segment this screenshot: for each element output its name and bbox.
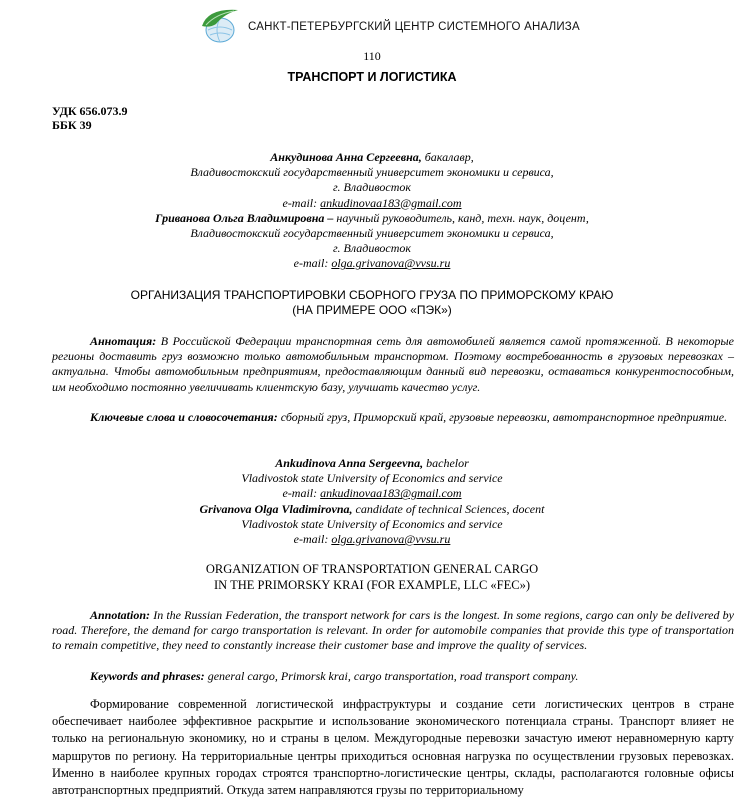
article-title-ru (0, 288, 744, 318)
abstract-ru (52, 334, 734, 395)
abstract-ru-text: В Российской Федерации транспортная сеть для автомобилей является самой протяженной. В некоторые регионы доставить груз возможно только автомобильным транспортом. Поэтому востребованность в грузовых перевозках – актуальна. Чтобы автомобильным предприятиям, предоставляющим данный вид перевозки, оставаться конкурентоспособным, им необходимо постоянно увеличивать клиентскую базу, улучшать качество услуг. (52, 334, 734, 394)
bbk-code: ББК 39 (52, 118, 92, 132)
keywords-en-text: general cargo, Primorsk krai, cargo transportation, road transport company. (204, 669, 579, 683)
author1-ru-email-label: e-mail: (282, 195, 321, 210)
author1-en-name: Ankudinova Anna Sergeevna, (275, 456, 424, 470)
author2-en-line (0, 502, 744, 517)
author1-en-email-line (0, 486, 744, 501)
title-ru-line1: ОРГАНИЗАЦИЯ ТРАНСПОРТИРОВКИ СБОРНОГО ГРУЗА ПО ПРИМОРСКОМУ КРАЮ (130, 288, 614, 302)
keywords-ru (52, 410, 734, 425)
body-paragraph: Формирование современной логистической инфраструктуры и создание сети логистических центров в стране обеспечивает наиболее эффективное раскрытие и использование экономического потенциала страны. Транспорт влияет не только на региональную экономику, но и страны в целом. Междугородные перевозки зачастую имеют неравномерную карту маршрутов по региону. На территориальные центры приходиться основная нагрузка по осуществлении грузовых перевозках. Именно в наиболее крупных городах строятся транспортно-логистические центры, склады, располагаются головные офисы автотранспортных предприятий. Откуда затем направляются грузы по территориальному (52, 697, 734, 798)
journal-org-name: САНКТ-ПЕТЕРБУРГСКИЙ ЦЕНТР СИСТЕМНОГО АНАЛИЗА (248, 21, 580, 33)
keywords-en-label: Keywords and phrases: (90, 669, 205, 683)
author2-ru-name: Гриванова Ольга Владимировна – (155, 210, 334, 225)
author2-en-email-link[interactable]: olga.grivanova@vvsu.ru (331, 532, 451, 547)
author2-en-name: Grivanova Olga Vladimirovna, (199, 501, 353, 516)
author1-en-line (0, 456, 744, 471)
journal-header (198, 6, 678, 46)
author1-en-university: Vladivostok state University of Economics and service (241, 471, 503, 486)
author2-en-role: candidate of technical Sciences, docent (352, 501, 545, 516)
abstract-en-text: In the Russian Federation, the transport network for cars is the longest. In some regions, cargo can only be delivered by road. Therefore, the demand for cargo transportation is relevant. In order for automobile companies that provide this type of transportation to remain competitive, they need to constantly increase their customer base and improve the quality of services. (52, 608, 734, 653)
author2-en-email-line (0, 532, 744, 547)
author2-en-university: Vladivostok state University of Economics and service (241, 516, 503, 531)
author2-ru-email-line (0, 256, 744, 271)
authors-ru (0, 150, 744, 272)
author2-ru-university: Владивостокский государственный университет экономики и сервиса, (190, 226, 554, 241)
authors-en (0, 456, 744, 547)
title-ru-line2: (НА ПРИМЕРЕ ООО «ПЭК») (292, 303, 452, 317)
article-title-en (0, 562, 744, 593)
author2-ru-line (0, 211, 744, 226)
author1-ru-email-line (0, 196, 744, 211)
author2-ru-email-label: e-mail: (293, 256, 332, 271)
classification-codes (52, 104, 128, 132)
udk-code: УДК 656.073.9 (52, 104, 128, 118)
title-en-line1: ORGANIZATION OF TRANSPORTATION GENERAL CARGO (205, 562, 539, 576)
author1-ru-city: г. Владивосток (333, 180, 411, 195)
author2-ru-role: научный руководитель, канд, техн. наук, доцент, (333, 210, 589, 225)
author2-ru-city: г. Владивосток (333, 241, 411, 256)
author1-ru-name: Анкудинова Анна Сергеевна, (270, 150, 422, 164)
page-number: 110 (363, 49, 381, 63)
abstract-en (52, 608, 734, 654)
author1-en-email-label: e-mail: (282, 486, 321, 501)
keywords-en (52, 669, 734, 684)
globe-leaf-logo-icon (198, 6, 244, 44)
keywords-ru-text: сборный груз, Приморский край, грузовые перевозки, автотранспортное предприятие. (277, 410, 728, 424)
author1-en-role: bachelor (423, 456, 469, 470)
author1-ru-email-link[interactable]: ankudinovaa183@gmail.com (320, 195, 462, 210)
author2-ru-email-link[interactable]: olga.grivanova@vvsu.ru (331, 256, 451, 271)
author2-en-email-label: e-mail: (293, 532, 332, 547)
author1-en-email-link[interactable]: ankudinovaa183@gmail.com (320, 486, 462, 501)
author1-ru-university: Владивостокский государственный университет экономики и сервиса, (190, 165, 554, 180)
author1-ru-line (0, 150, 744, 165)
author1-ru-role: бакалавр, (421, 150, 474, 164)
abstract-en-label: Annotation: (90, 608, 151, 622)
keywords-ru-label: Ключевые слова и словосочетания: (90, 410, 278, 424)
title-en-line2: IN THE PRIMORSKY KRAI (FOR EXAMPLE, LLC «FEC») (214, 577, 530, 592)
section-title: ТРАНСПОРТ И ЛОГИСТИКА (287, 70, 457, 84)
abstract-ru-label: Аннотация: (90, 334, 157, 348)
